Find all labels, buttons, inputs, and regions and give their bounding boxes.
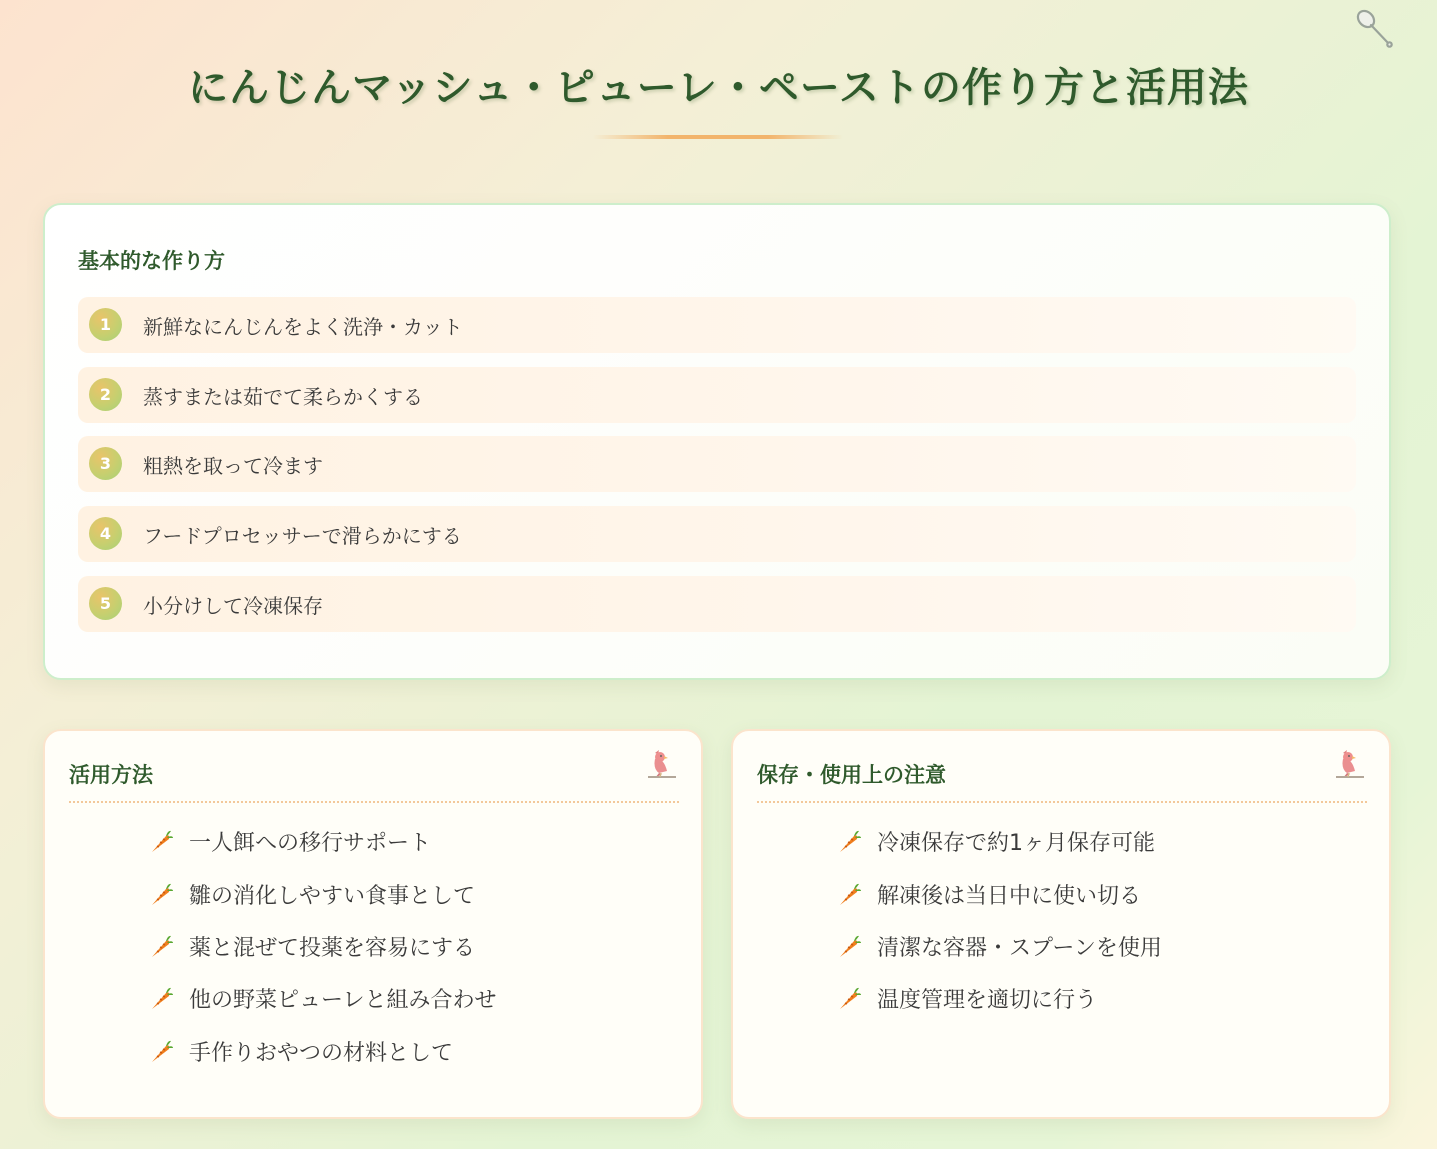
step-text: 新鮮なにんじんをよく洗浄・カット (143, 315, 463, 339)
step-item-2 (78, 367, 1356, 423)
steps-heading: 基本的な作り方 (78, 249, 225, 273)
list-item-text: 雛の消化しやすい食事として (189, 883, 476, 909)
carrot-icon (837, 828, 863, 854)
step-text: 蒸すまたは茹でて柔らかくする (143, 385, 423, 409)
steps-card (43, 203, 1391, 680)
list-item-text: 薬と混ぜて投薬を容易にする (189, 935, 476, 961)
step-item-5 (78, 576, 1356, 632)
notes-item-2 (837, 878, 1141, 910)
title-underline (593, 135, 843, 139)
list-item-text: 冷凍保存で約1ヶ月保存可能 (877, 830, 1155, 856)
step-number-badge: 5 (89, 587, 122, 620)
carrot-icon (837, 985, 863, 1011)
section-divider (757, 801, 1367, 803)
usage-heading: 活用方法 (69, 763, 153, 787)
step-item-3 (78, 436, 1356, 492)
step-text: 粗熱を取って冷ます (143, 454, 323, 478)
usage-card (43, 729, 703, 1119)
step-number-badge: 3 (89, 447, 122, 480)
list-item-text: 温度管理を適切に行う (877, 987, 1098, 1013)
list-item-text: 他の野菜ピューレと組み合わせ (189, 987, 497, 1013)
carrot-icon (837, 881, 863, 907)
spoon-icon (1349, 4, 1397, 52)
step-item-1 (78, 297, 1356, 353)
carrot-icon (149, 828, 175, 854)
usage-item-3 (149, 930, 475, 962)
usage-item-2 (149, 878, 475, 910)
notes-item-3 (837, 930, 1162, 962)
carrot-icon (149, 985, 175, 1011)
list-item-text: 手作りおやつの材料として (189, 1040, 454, 1066)
step-item-4 (78, 506, 1356, 562)
list-item-text: 一人餌への移行サポート (189, 830, 432, 856)
list-item-text: 清潔な容器・スプーンを使用 (877, 935, 1162, 961)
carrot-icon (149, 1038, 175, 1064)
usage-item-5 (149, 1035, 453, 1067)
carrot-icon (149, 933, 175, 959)
section-divider (69, 801, 679, 803)
carrot-icon (837, 933, 863, 959)
step-number-badge: 1 (89, 308, 122, 341)
step-number-badge: 2 (89, 378, 122, 411)
bird-icon (645, 747, 679, 781)
page-title: にんじんマッシュ・ピューレ・ペーストの作り方と活用法 (188, 65, 1249, 111)
bird-icon (1333, 747, 1367, 781)
usage-item-4 (149, 982, 497, 1014)
step-number-badge: 4 (89, 517, 122, 550)
step-text: フードプロセッサーで滑らかにする (143, 524, 462, 548)
step-text: 小分けして冷凍保存 (143, 594, 323, 618)
usage-item-1 (149, 825, 431, 857)
notes-card (731, 729, 1391, 1119)
carrot-icon (149, 881, 175, 907)
notes-item-1 (837, 825, 1155, 857)
notes-heading: 保存・使用上の注意 (757, 763, 946, 787)
list-item-text: 解凍後は当日中に使い切る (877, 883, 1142, 909)
notes-item-4 (837, 982, 1097, 1014)
